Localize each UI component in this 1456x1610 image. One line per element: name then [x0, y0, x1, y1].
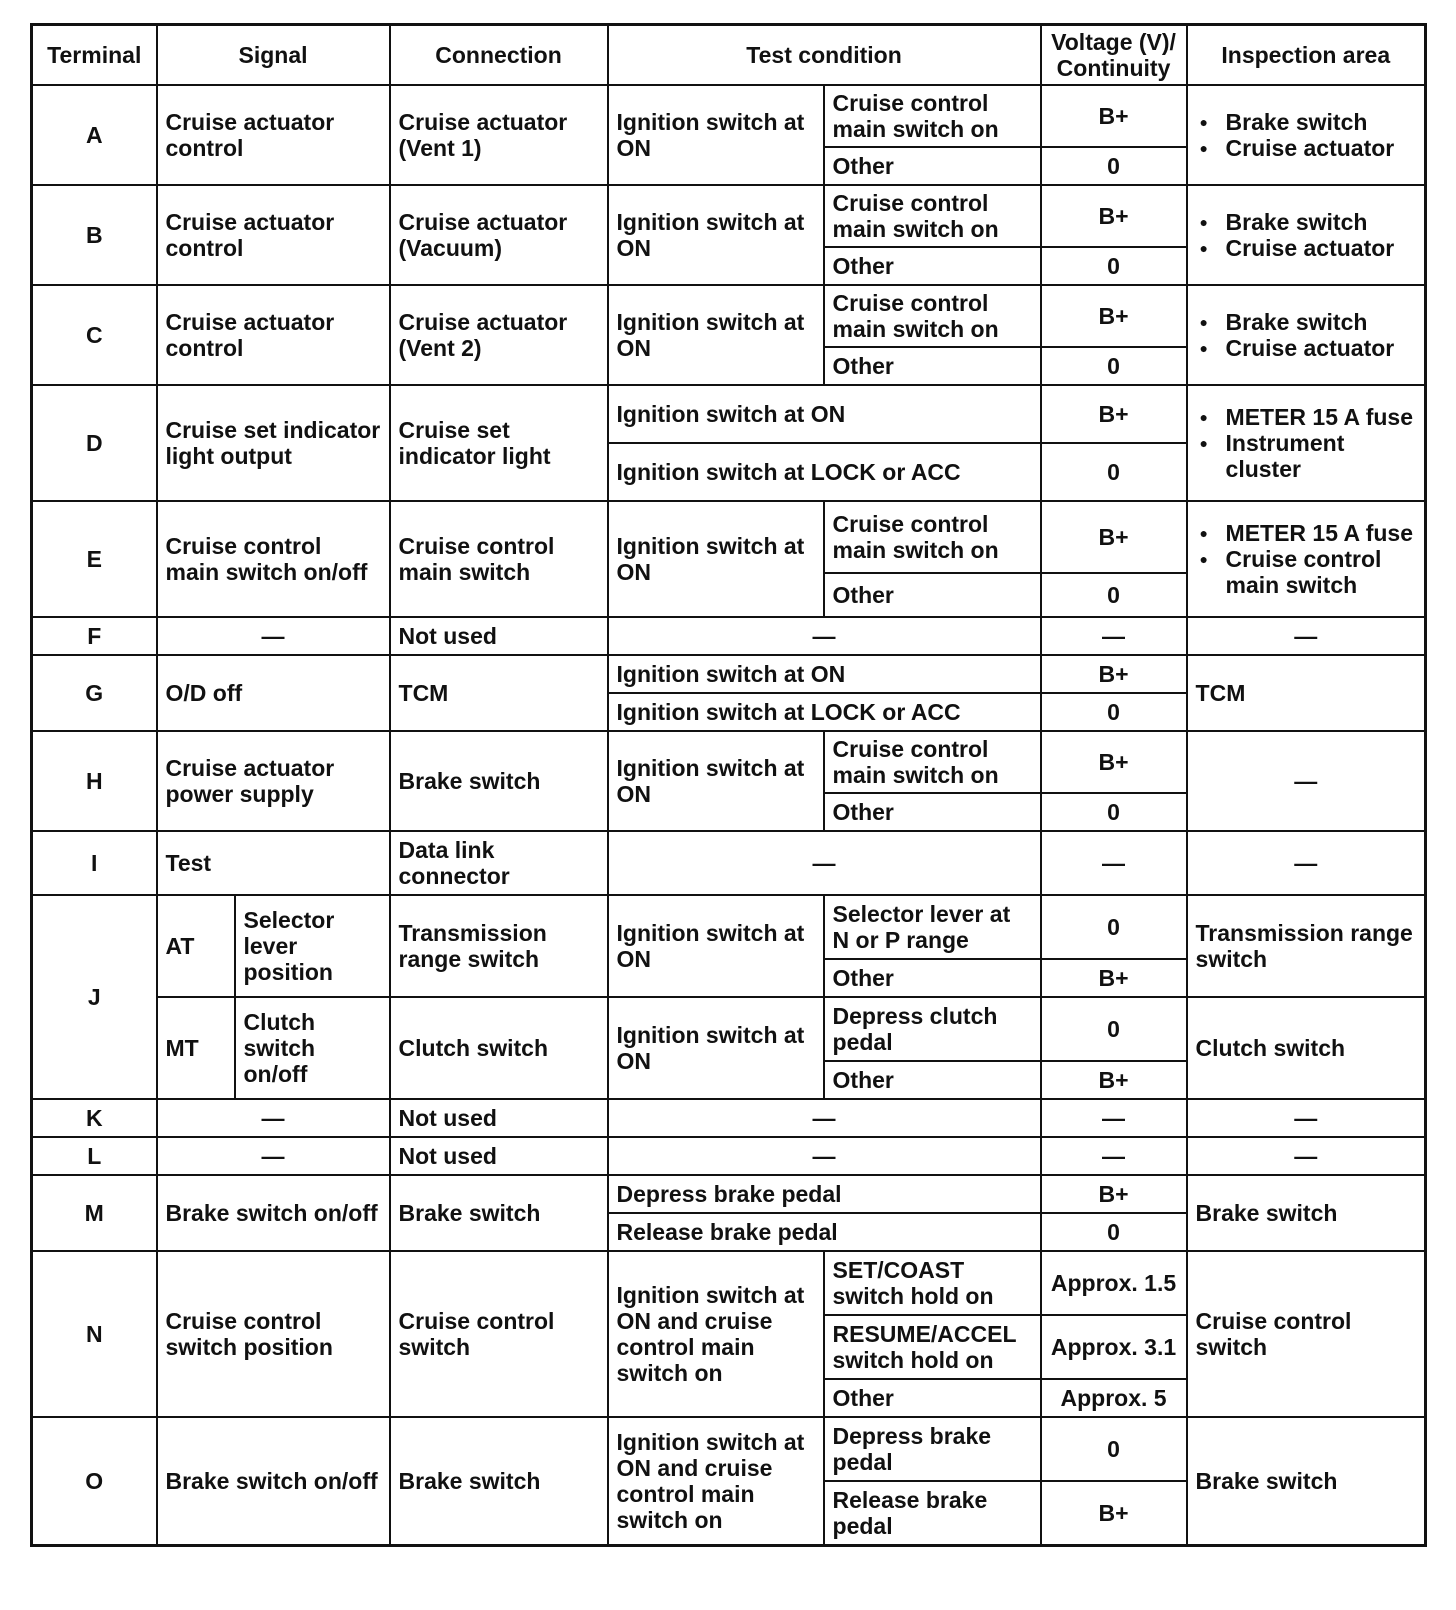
voltage-cell: B+: [1041, 1061, 1187, 1099]
connection-cell: Not used: [390, 1099, 608, 1137]
condition-cell: —: [608, 1137, 1041, 1175]
signal-cell: Brake switch on/off: [157, 1417, 390, 1545]
table-row: [32, 655, 1426, 693]
inspection-item: ● Cruise actuator: [1196, 335, 1417, 361]
terminal-inspection-table: [30, 23, 1427, 1547]
voltage-cell: 0: [1041, 793, 1187, 831]
voltage-cell: 0: [1041, 573, 1187, 617]
terminal-cell: L: [32, 1137, 157, 1175]
header-voltage-line1: Voltage (V)/: [1051, 29, 1176, 55]
subcondition-cell: SET/COAST switch hold on: [824, 1251, 1041, 1315]
connection-cell: Cruise set indicator light: [390, 385, 608, 501]
signal-cell: Test: [157, 831, 390, 895]
table-row: [32, 1137, 1426, 1175]
header-inspection: Inspection area: [1187, 25, 1426, 86]
table-row: [32, 385, 1426, 443]
inspection-item: ● Instrument cluster: [1196, 430, 1417, 482]
condition-cell: Ignition switch at ON: [608, 285, 824, 385]
subcondition-cell: Other: [824, 573, 1041, 617]
header-voltage-line2: Continuity: [1056, 55, 1171, 81]
subcondition-cell: Other: [824, 247, 1041, 285]
subcondition-cell: Release brake pedal: [824, 1481, 1041, 1545]
inspection-cell: [1187, 501, 1426, 617]
inspection-item: ● Cruise actuator: [1196, 235, 1417, 261]
subcondition-cell: Other: [824, 1379, 1041, 1417]
condition-cell: Ignition switch at ON: [608, 185, 824, 285]
table-row: [32, 1175, 1426, 1213]
transmission-type-cell: MT: [157, 997, 235, 1099]
voltage-cell: 0: [1041, 997, 1187, 1061]
terminal-cell: O: [32, 1417, 157, 1545]
voltage-cell: 0: [1041, 247, 1187, 285]
voltage-cell: —: [1041, 617, 1187, 655]
connection-cell: TCM: [390, 655, 608, 731]
voltage-cell: 0: [1041, 1417, 1187, 1481]
table-row: [32, 1099, 1426, 1137]
table-row: [32, 997, 1426, 1061]
condition-cell: Ignition switch at ON: [608, 655, 1041, 693]
voltage-cell: 0: [1041, 347, 1187, 385]
connection-cell: Not used: [390, 1137, 608, 1175]
condition-cell: Ignition switch at ON: [608, 85, 824, 185]
terminal-table-container: [30, 23, 1424, 1547]
voltage-cell: B+: [1041, 285, 1187, 347]
subcondition-cell: Other: [824, 959, 1041, 997]
signal-cell: Cruise actuator power supply: [157, 731, 390, 831]
table-row: [32, 895, 1426, 959]
voltage-cell: B+: [1041, 1175, 1187, 1213]
inspection-item: ● Cruise control main switch: [1196, 546, 1417, 598]
terminal-cell: G: [32, 655, 157, 731]
inspection-cell: [1187, 285, 1426, 385]
terminal-cell: C: [32, 285, 157, 385]
header-row: [32, 25, 1426, 86]
inspection-item: ● METER 15 A fuse: [1196, 404, 1417, 430]
connection-cell: Clutch switch: [390, 997, 608, 1099]
subcondition-cell: Depress clutch pedal: [824, 997, 1041, 1061]
inspection-cell: Transmission range switch: [1187, 895, 1426, 997]
condition-cell: Ignition switch at ON: [608, 385, 1041, 443]
condition-cell: Ignition switch at LOCK or ACC: [608, 693, 1041, 731]
voltage-cell: B+: [1041, 731, 1187, 793]
connection-cell: Cruise actuator (Vacuum): [390, 185, 608, 285]
condition-cell: Ignition switch at ON and cruise control main switch on: [608, 1417, 824, 1545]
table-row: [32, 1251, 1426, 1315]
voltage-cell: B+: [1041, 85, 1187, 147]
condition-cell: —: [608, 617, 1041, 655]
inspection-cell: Cruise control switch: [1187, 1251, 1426, 1417]
table-row: [32, 285, 1426, 347]
header-signal: Signal: [157, 25, 390, 86]
connection-cell: Not used: [390, 617, 608, 655]
subcondition-cell: Cruise control main switch on: [824, 85, 1041, 147]
connection-cell: Brake switch: [390, 1175, 608, 1251]
subcondition-cell: Depress brake pedal: [824, 1417, 1041, 1481]
table-row: [32, 85, 1426, 147]
terminal-cell: J: [32, 895, 157, 1099]
voltage-cell: —: [1041, 1137, 1187, 1175]
voltage-cell: B+: [1041, 501, 1187, 573]
connection-cell: Transmission range switch: [390, 895, 608, 997]
inspection-cell: —: [1187, 1137, 1426, 1175]
voltage-cell: —: [1041, 831, 1187, 895]
condition-cell: Ignition switch at ON: [608, 501, 824, 617]
terminal-cell: K: [32, 1099, 157, 1137]
terminal-cell: I: [32, 831, 157, 895]
terminal-cell: E: [32, 501, 157, 617]
voltage-cell: 0: [1041, 693, 1187, 731]
subcondition-cell: Other: [824, 347, 1041, 385]
table-row: [32, 185, 1426, 247]
inspection-cell: —: [1187, 731, 1426, 831]
signal-cell: —: [157, 1137, 390, 1175]
connection-cell: Data link connector: [390, 831, 608, 895]
inspection-cell: Brake switch: [1187, 1175, 1426, 1251]
condition-cell: Depress brake pedal: [608, 1175, 1041, 1213]
subcondition-cell: RESUME/ACCEL switch hold on: [824, 1315, 1041, 1379]
signal-cell: O/D off: [157, 655, 390, 731]
signal-cell: Cruise actuator control: [157, 285, 390, 385]
inspection-item: ● Brake switch: [1196, 109, 1417, 135]
voltage-cell: B+: [1041, 185, 1187, 247]
inspection-item: ● METER 15 A fuse: [1196, 520, 1417, 546]
table-row: [32, 617, 1426, 655]
subcondition-cell: Cruise control main switch on: [824, 185, 1041, 247]
inspection-cell: Brake switch: [1187, 1417, 1426, 1545]
voltage-cell: Approx. 3.1: [1041, 1315, 1187, 1379]
condition-cell: —: [608, 1099, 1041, 1137]
connection-cell: Brake switch: [390, 731, 608, 831]
subcondition-cell: Cruise control main switch on: [824, 501, 1041, 573]
subcondition-cell: Other: [824, 147, 1041, 185]
signal-cell: Clutch switch on/off: [235, 997, 390, 1099]
subcondition-cell: Cruise control main switch on: [824, 731, 1041, 793]
transmission-type-cell: AT: [157, 895, 235, 997]
signal-cell: Selector lever position: [235, 895, 390, 997]
voltage-cell: 0: [1041, 1213, 1187, 1251]
signal-cell: Cruise actuator control: [157, 85, 390, 185]
voltage-cell: B+: [1041, 959, 1187, 997]
voltage-cell: —: [1041, 1099, 1187, 1137]
connection-cell: Cruise actuator (Vent 2): [390, 285, 608, 385]
voltage-cell: B+: [1041, 655, 1187, 693]
voltage-cell: 0: [1041, 443, 1187, 501]
header-connection: Connection: [390, 25, 608, 86]
condition-cell: Ignition switch at ON and cruise control main switch on: [608, 1251, 824, 1417]
voltage-cell: Approx. 1.5: [1041, 1251, 1187, 1315]
subcondition-cell: Cruise control main switch on: [824, 285, 1041, 347]
inspection-item: ● Brake switch: [1196, 209, 1417, 235]
condition-cell: Ignition switch at LOCK or ACC: [608, 443, 1041, 501]
terminal-cell: N: [32, 1251, 157, 1417]
inspection-cell: [1187, 185, 1426, 285]
header-voltage: [1041, 25, 1187, 86]
subcondition-cell: Other: [824, 793, 1041, 831]
condition-cell: Ignition switch at ON: [608, 997, 824, 1099]
connection-cell: Cruise actuator (Vent 1): [390, 85, 608, 185]
voltage-cell: B+: [1041, 1481, 1187, 1545]
inspection-item: ● Brake switch: [1196, 309, 1417, 335]
header-terminal: Terminal: [32, 25, 157, 86]
terminal-cell: A: [32, 85, 157, 185]
condition-cell: Release brake pedal: [608, 1213, 1041, 1251]
terminal-cell: B: [32, 185, 157, 285]
voltage-cell: B+: [1041, 385, 1187, 443]
inspection-cell: [1187, 85, 1426, 185]
inspection-item: ● Cruise actuator: [1196, 135, 1417, 161]
terminal-cell: M: [32, 1175, 157, 1251]
inspection-cell: [1187, 385, 1426, 501]
inspection-cell: —: [1187, 617, 1426, 655]
table-row: [32, 1417, 1426, 1481]
subcondition-cell: Other: [824, 1061, 1041, 1099]
voltage-cell: 0: [1041, 147, 1187, 185]
signal-cell: —: [157, 1099, 390, 1137]
terminal-cell: H: [32, 731, 157, 831]
inspection-cell: —: [1187, 1099, 1426, 1137]
table-row: [32, 831, 1426, 895]
voltage-cell: 0: [1041, 895, 1187, 959]
inspection-cell: TCM: [1187, 655, 1426, 731]
connection-cell: Cruise control switch: [390, 1251, 608, 1417]
inspection-cell: —: [1187, 831, 1426, 895]
table-row: [32, 501, 1426, 573]
signal-cell: Cruise control main switch on/off: [157, 501, 390, 617]
terminal-cell: F: [32, 617, 157, 655]
voltage-cell: Approx. 5: [1041, 1379, 1187, 1417]
signal-cell: Cruise set indicator light output: [157, 385, 390, 501]
subcondition-cell: Selector lever at N or P range: [824, 895, 1041, 959]
table-row: [32, 731, 1426, 793]
signal-cell: —: [157, 617, 390, 655]
signal-cell: Cruise actuator control: [157, 185, 390, 285]
condition-cell: Ignition switch at ON: [608, 895, 824, 997]
inspection-cell: Clutch switch: [1187, 997, 1426, 1099]
condition-cell: Ignition switch at ON: [608, 731, 824, 831]
connection-cell: Cruise control main switch: [390, 501, 608, 617]
terminal-cell: D: [32, 385, 157, 501]
condition-cell: —: [608, 831, 1041, 895]
signal-cell: Cruise control switch position: [157, 1251, 390, 1417]
signal-cell: Brake switch on/off: [157, 1175, 390, 1251]
connection-cell: Brake switch: [390, 1417, 608, 1545]
header-test-condition: Test condition: [608, 25, 1041, 86]
